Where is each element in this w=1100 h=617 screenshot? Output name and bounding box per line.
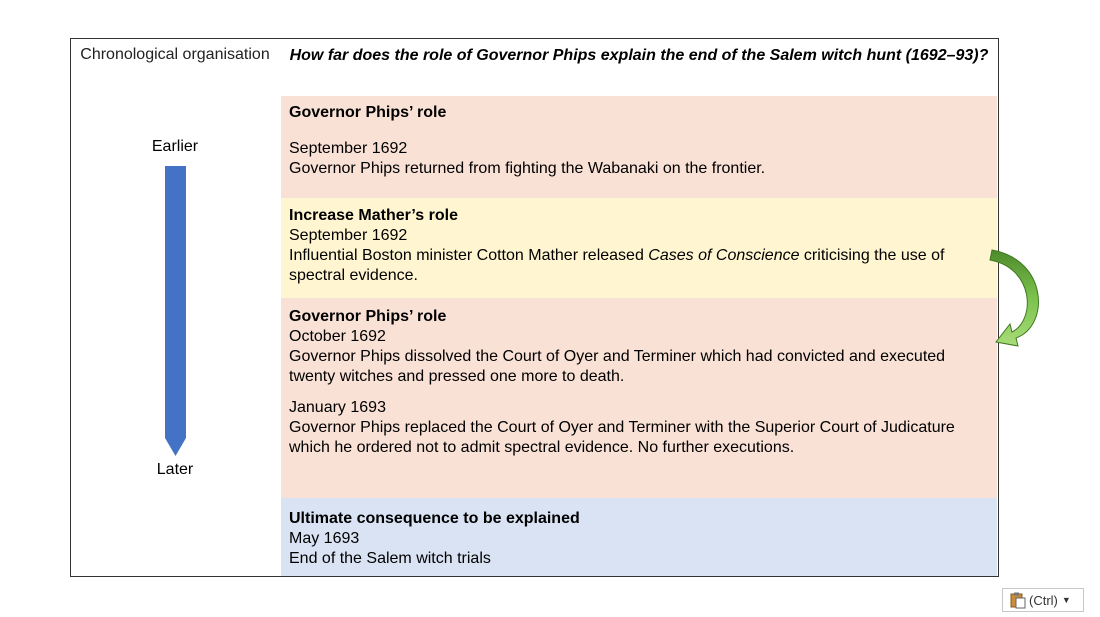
block-date: September 1692 (289, 227, 408, 244)
phips-role-block-2 (281, 298, 997, 498)
block-text-after: criticising the use of spectral evidence. (289, 247, 945, 284)
chronological-header: Chronological organisation (80, 46, 270, 63)
block-text: Governor Phips dissolved the Court of Oyer and Terminer which had convicted and executed twenty witches and pressed one more to death. (289, 348, 946, 385)
curved-arrow-icon (988, 246, 1048, 358)
block-text: Governor Phips returned from fighting the Wabanaki on the frontier. (289, 160, 766, 177)
chevron-down-icon: ▼ (1061, 595, 1071, 605)
paste-options-label: (Ctrl) (1029, 592, 1058, 608)
block-text-before: Influential Boston minister Cotton Mather released (289, 247, 649, 264)
block-title: Increase Mather’s role (289, 207, 458, 224)
block-date: October 1692 (289, 328, 386, 345)
block-text: End of the Salem witch trials (289, 550, 491, 567)
paste-options-button[interactable] (1002, 588, 1084, 612)
block-text-2: Governor Phips replaced the Court of Oyer and Terminer with the Superior Court of Judicature which he ordered not to admit spectral evidence. No further executions. (289, 419, 955, 456)
block-text (289, 246, 989, 286)
book-title: Cases of Conscience (648, 247, 800, 264)
block-date-2: January 1693 (289, 399, 386, 416)
mather-role-block (281, 198, 997, 298)
question-header: How far does the role of Governor Phips explain the end of the Salem witch hunt (1692–93)? (289, 47, 989, 64)
block-title: Governor Phips’ role (289, 104, 447, 121)
block-title: Ultimate consequence to be explained (289, 510, 580, 527)
timeline-arrow-icon (160, 160, 192, 458)
ultimate-consequence-block (281, 498, 997, 576)
block-date: May 1693 (289, 530, 360, 547)
earlier-label: Earlier (151, 138, 199, 155)
phips-role-block-1 (281, 96, 997, 198)
block-date: September 1692 (289, 140, 408, 157)
clipboard-icon (1009, 591, 1027, 609)
later-label: Later (156, 461, 194, 478)
block-title: Governor Phips’ role (289, 308, 447, 325)
